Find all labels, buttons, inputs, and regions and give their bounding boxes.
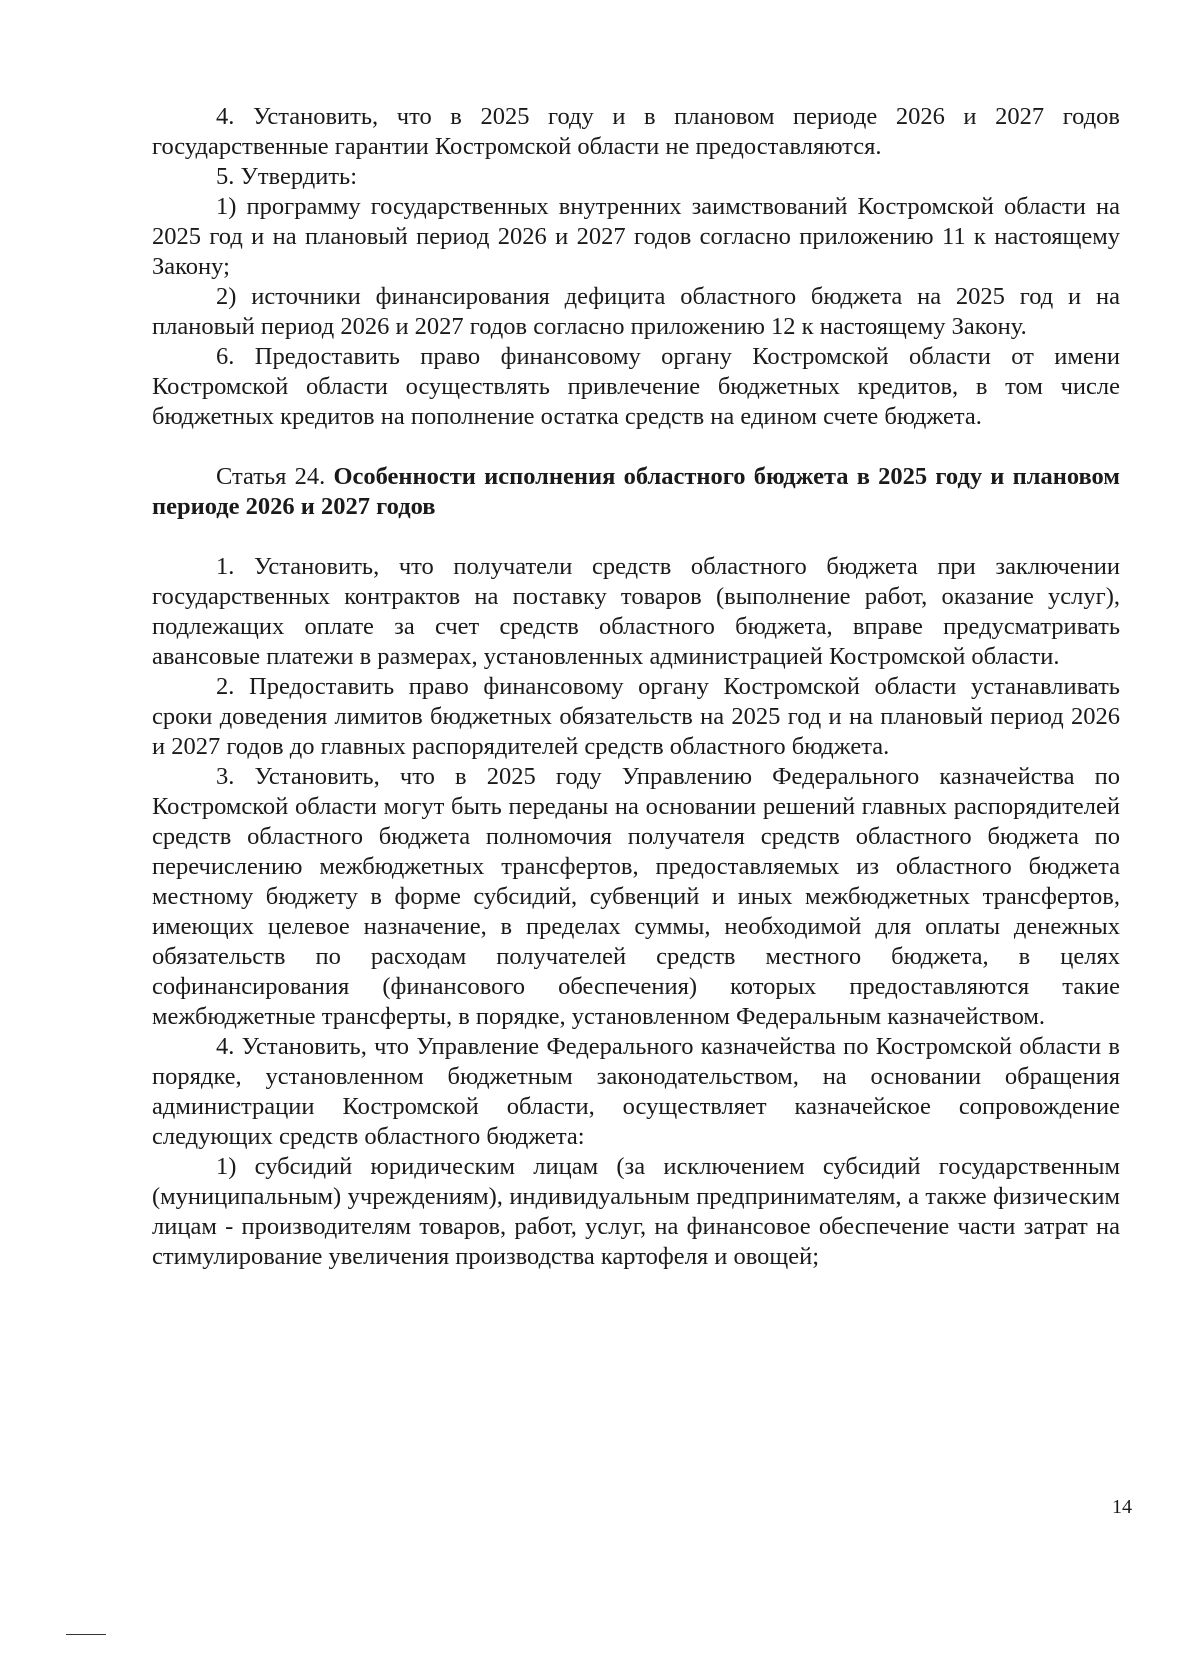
article-title: Особенности исполнения областного бюджета в 2025 году и плановом периоде 2026 и 2027 годов bbox=[152, 463, 1120, 520]
article-prefix: Статья 24. bbox=[216, 463, 326, 490]
paragraph-borrowing-program: 1) программу государственных внутренних заимствований Костромской области на 2025 год и на плановый период 2026 и 2027 годов согласно приложению 11 к настоящему Закону; bbox=[152, 193, 1120, 280]
page-number: 14 bbox=[1112, 1496, 1132, 1518]
spacer bbox=[152, 432, 1120, 462]
footnote-rule bbox=[66, 1634, 106, 1635]
document-body bbox=[152, 102, 1120, 1272]
article-paragraph-4-item-1: 1) субсидий юридическим лицам (за исключением субсидий государственным (муниципальным) учреждениям), индивидуальным предпринимателям, а также физическим лицам - производителям товаров, работ, услуг, на финансовое обеспечение части затрат на стимулирование увеличения производства картофеля и овощей; bbox=[152, 1153, 1120, 1270]
article-paragraph-3: 3. Установить, что в 2025 году Управлению Федерального казначейства по Костромской области могут быть переданы на основании решений главных распорядителей средств областного бюджета полномочия получателя средств областного бюджета по перечислению межбюджетных трансфертов, предоставляемых из областного бюджета местному бюджету в форме субсидий, субвенций и иных межбюджетных трансфертов, имеющих целевое назначение, в пределах суммы, необходимой для оплаты денежных обязательств по расходам получателей средств местного бюджета, в целях софинансирования (финансового обеспечения) которых предоставляются такие межбюджетные трансферты, в порядке, установленном Федеральным казначейством. bbox=[152, 763, 1120, 1030]
article-paragraph-1: 1. Установить, что получатели средств областного бюджета при заключении государственных контрактов на поставку товаров (выполнение работ, оказание услуг), подлежащих оплате за счет средств областного бюджета, вправе предусматривать авансовые платежи в размерах, установленных администрацией Костромской области. bbox=[152, 553, 1120, 670]
paragraph-deficit-sources: 2) источники финансирования дефицита областного бюджета на 2025 год и на плановый период 2026 и 2027 годов согласно приложению 12 к настоящему Закону. bbox=[152, 283, 1120, 340]
article-heading bbox=[152, 462, 1120, 522]
spacer bbox=[152, 522, 1120, 552]
paragraph-guarantees: 4. Установить, что в 2025 году и в плановом периоде 2026 и 2027 годов государственные гарантии Костромской области не предоставляются. bbox=[152, 103, 1120, 160]
article-paragraph-2: 2. Предоставить право финансовому органу Костромской области устанавливать сроки доведения лимитов бюджетных обязательств на 2025 год и на плановый период 2026 и 2027 годов до главных распорядителей средств областного бюджета. bbox=[152, 673, 1120, 760]
paragraph-budget-credits: 6. Предоставить право финансовому органу Костромской области от имени Костромской области осуществлять привлечение бюджетных кредитов, в том числе бюджетных кредитов на пополнение остатка средств на едином счете бюджета. bbox=[152, 343, 1120, 430]
paragraph-approve: 5. Утвердить: bbox=[216, 163, 358, 190]
article-paragraph-4: 4. Установить, что Управление Федерального казначейства по Костромской области в порядке, установленном бюджетным законодательством, на основании обращения администрации Костромской области, осуществляет казначейское сопровождение следующих средств областного бюджета: bbox=[152, 1033, 1120, 1150]
